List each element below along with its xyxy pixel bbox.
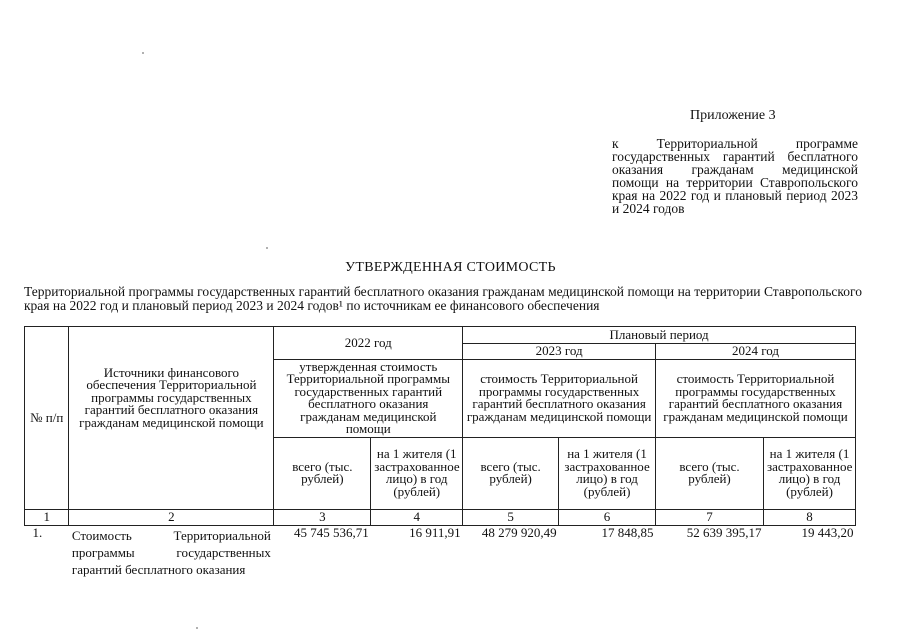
header-per-capita-2022: на 1 жителя (1 застрахованное лицо) в год (рублей) (371, 437, 463, 509)
table-row (25, 525, 856, 579)
column-number: 7 (656, 509, 764, 525)
column-number: 8 (764, 509, 856, 525)
row-total-2022: 45 745 536,71 (294, 524, 369, 540)
row-total-2024: 52 639 395,17 (686, 524, 762, 540)
header-total-2022: всего (тыс. рублей) (274, 437, 371, 509)
row-per-capita-2024: 19 443,20 (801, 524, 854, 540)
cost-table (24, 326, 856, 579)
appendix-text: к Территориальной программе государственных гарантий бесплатного оказания гражданам медицинской помощи на территории Ставропольского края на 2022 год и плановый период 2023 и 2024 годов (612, 136, 858, 216)
column-number: 4 (371, 509, 463, 525)
header-per-capita-2023: на 1 жителя (1 застрахованное лицо) в год (рублей) (559, 437, 656, 509)
row-name: Стоимость Территориальной программы государственных гарантий бесплатного оказания (71, 527, 271, 577)
column-number: 2 (69, 509, 274, 525)
appendix-title: Приложение 3 (690, 108, 776, 123)
header-num: № п/п (25, 327, 69, 510)
row-per-capita-2023: 17 848,85 (601, 524, 654, 540)
scan-speck (266, 247, 268, 249)
header-planned-period: Плановый период (463, 327, 856, 344)
header-total-2023: всего (тыс. рублей) (463, 437, 559, 509)
header-cost-2024: стоимость Территориальной программы государственных гарантий бесплатного оказания гражданам медицинской помощи (656, 359, 856, 437)
column-number: 6 (559, 509, 656, 525)
column-number: 3 (274, 509, 371, 525)
header-cost-2023: стоимость Территориальной программы государственных гарантий бесплатного оказания гражданам медицинской помощи (463, 359, 656, 437)
header-year-2023: 2023 год (463, 344, 656, 360)
scan-speck (196, 627, 198, 629)
header-approved-cost-2022: утвержденная стоимость Территориальной программы государственных гарантий бесплатного оказания гражданам медицинской помощи (274, 359, 463, 437)
scan-speck (142, 52, 144, 54)
row-number: 1. (32, 524, 43, 540)
header-year-2024: 2024 год (656, 344, 856, 360)
column-number: 5 (463, 509, 559, 525)
header-year-2022: 2022 год (274, 327, 463, 360)
document-subtitle: Территориальной программы государственных гарантий бесплатного оказания гражданам медицинской помощи на территории Ставропольского края на 2022 год и плановый период 2023 и 2024 годов¹ по источникам ее финансового обеспечения (24, 284, 862, 313)
column-number: 1 (25, 509, 69, 525)
row-total-2023: 48 279 920,49 (481, 524, 557, 540)
header-per-capita-2024: на 1 жителя (1 застрахованное лицо) в год (рублей) (764, 437, 856, 509)
document-title: УТВЕРЖДЕННАЯ СТОИМОСТЬ (345, 260, 556, 275)
row-per-capita-2022: 16 911,91 (409, 524, 461, 540)
header-source: Источники финансового обеспечения Территориальной программы государственных гарантий бесплатного оказания гражданам медицинской помощи (69, 327, 274, 510)
column-numbers-row (25, 509, 856, 525)
header-total-2024: всего (тыс. рублей) (656, 437, 764, 509)
